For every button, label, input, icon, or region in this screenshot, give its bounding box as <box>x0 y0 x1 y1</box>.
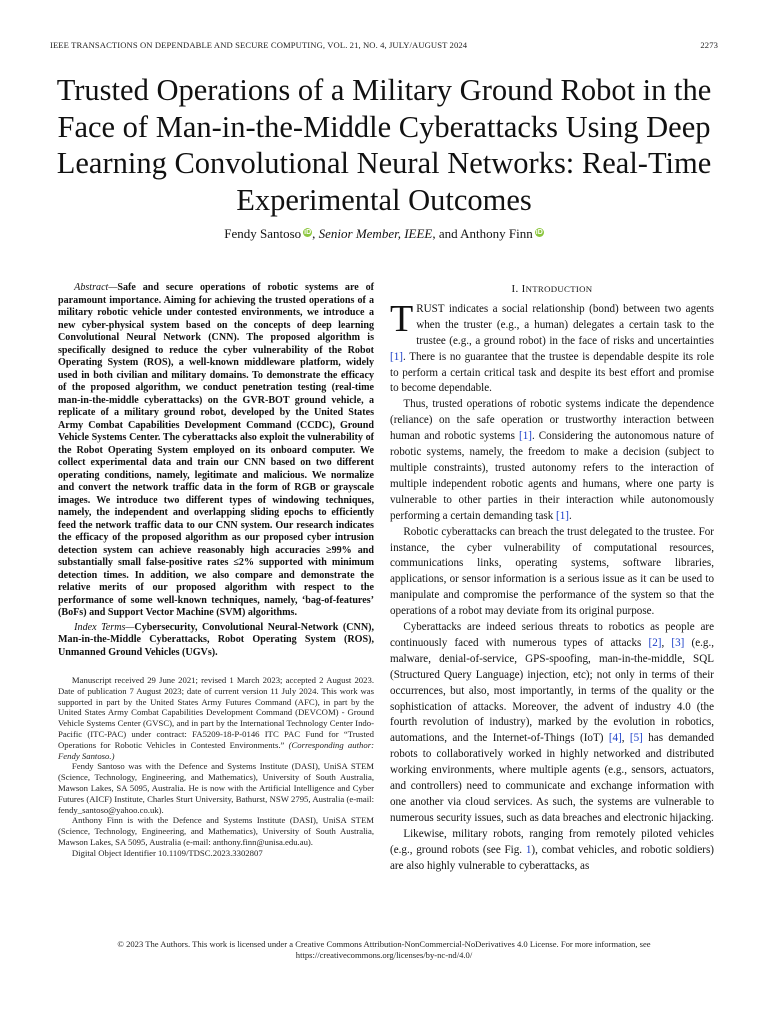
paper-title: Trusted Operations of a Military Ground Robot in the Face of Man-in-the-Middle Cyberattacks Using Deep Learning Convolutional Neural Networks: Real-Time Experimental Outcomes <box>56 73 712 217</box>
right-column <box>390 282 714 875</box>
left-column <box>58 282 374 859</box>
index-terms-text: Cybersecurity, Convolutional Neural-Network (CNN), Man-in-the-Middle Cyberattacks, Robot Operating System (ROS), Unmanned Ground Vehicles (UGVs). <box>58 621 374 658</box>
index-terms-lead: Index Terms— <box>74 621 135 633</box>
page-number: 2273 <box>700 40 718 50</box>
footnote-doi: Digital Object Identifier 10.1109/TDSC.2023.3302807 <box>71 847 263 858</box>
orcid-icon[interactable]: iD <box>535 229 543 236</box>
citation-link[interactable]: [5] <box>629 732 643 745</box>
journal-name: IEEE TRANSACTIONS ON DEPENDABLE AND SECURE COMPUTING, VOL. 21, NO. 4, JULY/AUGUST 2024 <box>50 40 468 50</box>
p4-text-a: Cyberattacks are indeed serious threats to robotics as people are continuously faced with numerous types of attacks <box>390 621 714 649</box>
p4-text-b: (e.g., malware, denial-of-service, GPS-spoofing, man-in-the-middle, SQL (Structured Query Language) injection, etc); not only in terms of their occurrences, but also, most importantly, in terms of the quality or the sophistication of attacks. Moreover, the advent of industry 4.0 (the fourth revolution of industry), marked by the evolution in robotics, automations, and the Internet-of-Things (IoT) <box>390 636 714 745</box>
p4-text-c: has demanded robots to collaboratively worked in highly networked and distributed working environments, where multiple agents (e.g., sensors, actuators, and controllers) need to communicate and exchange information with one another via cloud services. As such, the systems are vulnerable to numerous security issues, such as data breaches and electronic hijacking. <box>390 732 714 824</box>
license-text: © 2023 The Authors. This work is licensed under a Creative Commons Attribution-NonCommercial-NoDerivatives 4.0 License. For more information, see <box>117 939 651 949</box>
figure-link[interactable]: 1 <box>525 843 532 856</box>
intro-paragraph-5 <box>390 827 714 875</box>
p2-text-a: Thus, trusted operations of robotic systems indicate the dependence (reliance) on the safe operation or trustworthy interaction between human and robotic systems <box>390 398 714 443</box>
p2-text-c: . <box>568 509 572 522</box>
citation-link[interactable]: [4] <box>608 732 622 745</box>
index-terms <box>58 622 374 660</box>
author-name: Fendy Santoso <box>224 226 302 241</box>
section-heading-first: I <box>521 283 526 295</box>
p4-sep: , <box>621 732 630 745</box>
p5-text-a: Likewise, military robots, ranging from remotely piloted vehicles (e.g., ground robots (see Fig. <box>390 827 714 856</box>
citation-link[interactable]: [1] <box>519 430 532 443</box>
intro-paragraph-2 <box>390 397 714 524</box>
running-header <box>50 40 718 50</box>
abstract <box>58 282 374 620</box>
author-role: Senior Member, IEEE <box>318 226 433 241</box>
author-conjunction: , and Anthony Finn <box>432 226 533 241</box>
license-url[interactable]: https://creativecommons.org/licenses/by-nc-nd/4.0/ <box>295 950 473 960</box>
abstract-text: Safe and secure operations of robotic systems are of paramount importance. Aiming for achieving the trusted operations of a military robotic vehicle under contested environments, we introduce a new cyber-physical system based on the concepts of deep learning Convolutional Neural Network (CNN). The proposed algorithm is specifically designed to reduce the cyber vulnerability of the Robot Operating System (ROS), a well-known middleware platform, widely used in both civilian and military domains. To demonstrate the efficacy of the proposed algorithm, we conduct penetration testing (real-time man-in-the-middle cyberattacks) on the GVR-BOT ground vehicle, a replicate of a military ground robot, developed by the United States Army Combat Capabilities Development Command (CCDC), Ground Vehicle Systems Center. The cyberattacks also exploit the vulnerability of the Robot Operating System employed on its onboard computer. We collect experimental data and train our CNN based on two different operating conditions, namely, legitimate and malicious. We normalize and convert the network traffic data in the form of RGB or grayscale images. We introduce two different types of windowing techniques, namely, the independent and overlapping sliding epochs to efficiently feed the network traffic data to our CNN system. Our research indicates the efficacy of the proposed algorithm as our proposed cyber intrusion detection system can achieve reasonably high accuracies ≥99% and substantially small false-positive rates ≤2% supported with minimum detection times. In addition, we also compare and demonstrate the relative merits of our proposed algorithm with respect to the performance of some well-known techniques, namely, ‘bag-of-features’ (BoFs) and Support Vector Machine (SVM) algorithms. <box>58 282 374 618</box>
section-number: I. <box>511 283 522 295</box>
orcid-icon[interactable]: iD <box>304 229 312 236</box>
author-line: Fendy Santoso iD, Senior Member, IEEE, and Anthony Finn iD <box>224 226 543 241</box>
manuscript-text: Manuscript received 29 June 2021; revised 1 March 2023; accepted 2 August 2023. Date of publication 7 August 2023; date of current version 11 July 2024. This work was supported in part by the United States Army Futures Command (AFC), in part by the United States Army Combat Capabilities Development Command (DEVCOM) - Ground Vehicle Systems Center (GVSC), and in part by the International Technology Center Indo-Pacific (ITC-PAC) under contract: FA5209-18-P-0146 ITC PAC Fund for “Trusted Operations for Robotic Vehicles in Contested Environments.” <box>58 675 374 750</box>
footnote-finn: Anthony Finn is with the Defence and Systems Institute (DASI), UniSA STEM (Science, Technology, Engineering, and Mathematics), University of South Australia, Mawson Lakes, SA 5095, Australia (e-mail: anthony.finn@unisa.edu.au). <box>58 815 374 847</box>
corresponding-author: (Corresponding author: Fendy Santoso.) <box>58 739 374 761</box>
intro-paragraph-4 <box>390 620 714 827</box>
section-heading-rest: NTRODUCTION <box>525 284 593 294</box>
intro-paragraph-1 <box>390 297 714 397</box>
p1-text-b: . There is no guarantee that the trustee is dependable despite its role to perform a certain critical task and despite its best effort and promise to become dependable. <box>390 350 714 395</box>
citation-link[interactable]: [2] <box>648 636 662 649</box>
citation-link[interactable]: [3] <box>671 636 685 649</box>
abstract-lead: Abstract— <box>74 282 118 293</box>
p2-text-b: . Considering the autonomous nature of robotic systems, namely, the freedom to make a decision (subject to multiple constraints), trusted autonomy refers to the interaction of multiple independent robotic agents and humans, where one party is vulnerable to other parties in their interaction while autonomously performing a certain demanding task <box>390 430 714 522</box>
footnote-santoso: Fendy Santoso was with the Defence and Systems Institute (DASI), UniSA STEM (Science, Technology, Engineering, and Mathematics), University of South Australia, Mawson Lakes, SA 5095, Australia. He is now with the Artificial Intelligence and Cyber Futures (AICF) Institute, Charles Sturt University, Bathurst, NSW 2795, Australia (e-mail: fendy_santoso@yahoo.co.uk). <box>58 761 374 815</box>
citation-link[interactable]: [1] <box>556 509 569 522</box>
p5-text-b: ), combat vehicles, and robotic soldiers) are also highly vulnerable to cyberattacks, as <box>390 843 714 872</box>
citation-link[interactable]: [1] <box>390 350 403 363</box>
drop-cap: T <box>390 297 414 340</box>
license-footer <box>40 939 728 961</box>
footnotes <box>58 675 374 859</box>
footnote-manuscript <box>58 675 374 761</box>
p4-sep: , <box>661 636 672 649</box>
section-heading <box>390 282 714 298</box>
p1-text-a: RUST indicates a social relationship (bond) between two agents when the truster (e.g., a human) delegates a certain task to the trustee (e.g., a ground robot) in the face of risks and uncertainties <box>416 302 714 347</box>
intro-paragraph-3: Robotic cyberattacks can breach the trust delegated to the trustee. For instance, the cyber vulnerability of computational resources, communications links, operating systems, software libraries, applications, or sensor information is a serious issue as it can be used to manipulate and compromise the performance of the system so that the operations of a robot may deviate from its original purpose. <box>390 525 714 618</box>
